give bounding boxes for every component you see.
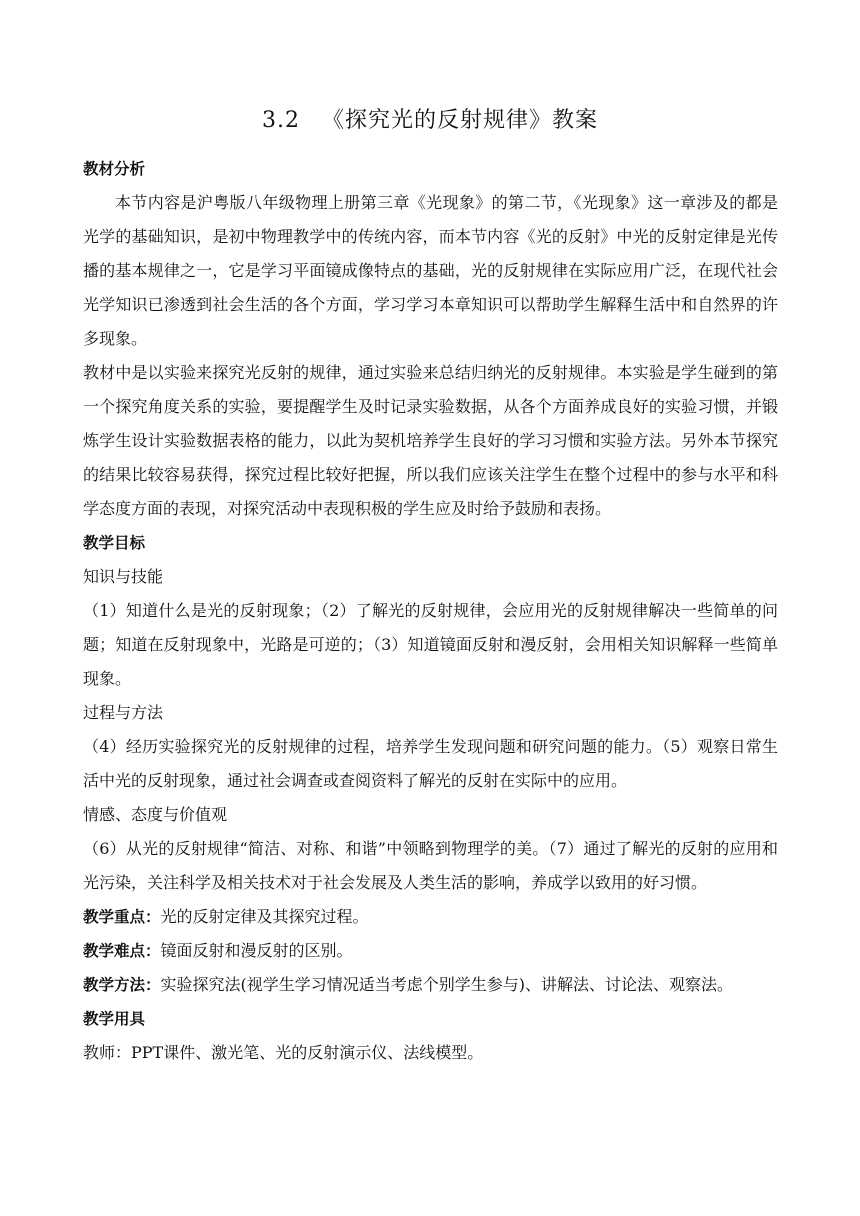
tools-text: 教师：PPT课件、激光笔、光的反射演示仪、法线模型。 xyxy=(83,1043,484,1062)
difficulty-line xyxy=(83,934,778,968)
goals-text-attitude: （6）从光的反射规律“简洁、对称、和谐”中领略到物理学的美。（7）通过了解光的反射的应用和光污染，关注科学及相关技术对于社会发展及人类生活的影响，养成学以致用的好习惯。 xyxy=(83,839,778,892)
goals-text-process: （4）经历实验探究光的反射规律的过程，培养学生发现问题和研究问题的能力。（5）观察日常生活中光的反射现象，通过社会调查或查阅资料了解光的反射在实际中的应用。 xyxy=(83,737,778,790)
analysis-paragraph-1: 本节内容是沪粤版八年级物理上册第三章《光现象》的第二节，《光现象》这一章涉及的都是光学的基础知识，是初中物理教学中的传统内容，而本节内容《光的反射》中光的反射定律是光传播的基本规律之一，它是学习平面镜成像特点的基础，光的反射规律在实际应用广泛，在现代社会光学知识已渗透到社会生活的各个方面，学习学习本章知识可以帮助学生解释生活中和自然界的许多现象。 xyxy=(83,193,778,348)
goals-subheading-attitude: 情感、态度与价值观 xyxy=(83,805,228,824)
goals-text-knowledge: （1）知道什么是光的反射现象；（2）了解光的反射规律，会应用光的反射规律解决一些简单的问题；知道在反射现象中，光路是可逆的；（3）知道镜面反射和漫反射，会用相关知识解释一些简单现象。 xyxy=(83,601,778,688)
tools-heading: 教学用具 xyxy=(83,1010,146,1028)
analysis-paragraph-2: 教材中是以实验来探究光反射的规律，通过实验来总结归纳光的反射规律。本实验是学生碰到的第一个探究角度关系的实验，要提醒学生及时记录实验数据，从各个方面养成良好的实验习惯，并锻炼学生设计实验数据表格的能力，以此为契机培养学生良好的学习习惯和实验方法。另外本节探究的结果比较容易获得，探究过程比较好把握，所以我们应该关注学生在整个过程中的参与水平和科学态度方面的表现，对探究活动中表现积极的学生应及时给予鼓励和表扬。 xyxy=(83,363,778,518)
goals-heading: 教学目标 xyxy=(83,534,146,552)
title-number: 3.2 xyxy=(261,108,300,133)
method-line xyxy=(83,968,778,1002)
method-label: 教学方法： xyxy=(83,976,161,994)
document-title xyxy=(0,103,860,134)
difficulty-label: 教学难点： xyxy=(83,942,161,960)
key-point-line xyxy=(83,900,778,934)
analysis-heading: 教材分析 xyxy=(83,160,146,178)
document-body xyxy=(83,152,778,1070)
goals-subheading-knowledge: 知识与技能 xyxy=(83,567,164,586)
goals-subheading-process: 过程与方法 xyxy=(83,703,164,722)
method-text: 实验探究法(视学生学习情况适当考虑个别学生参与)、讲解法、讨论法、观察法。 xyxy=(160,975,734,994)
title-text: 《探究光的反射规律》教案 xyxy=(321,108,598,133)
key-point-text: 光的反射定律及其探究过程。 xyxy=(160,907,369,926)
key-point-label: 教学重点： xyxy=(83,908,161,926)
difficulty-text: 镜面反射和漫反射的区别。 xyxy=(160,941,353,960)
